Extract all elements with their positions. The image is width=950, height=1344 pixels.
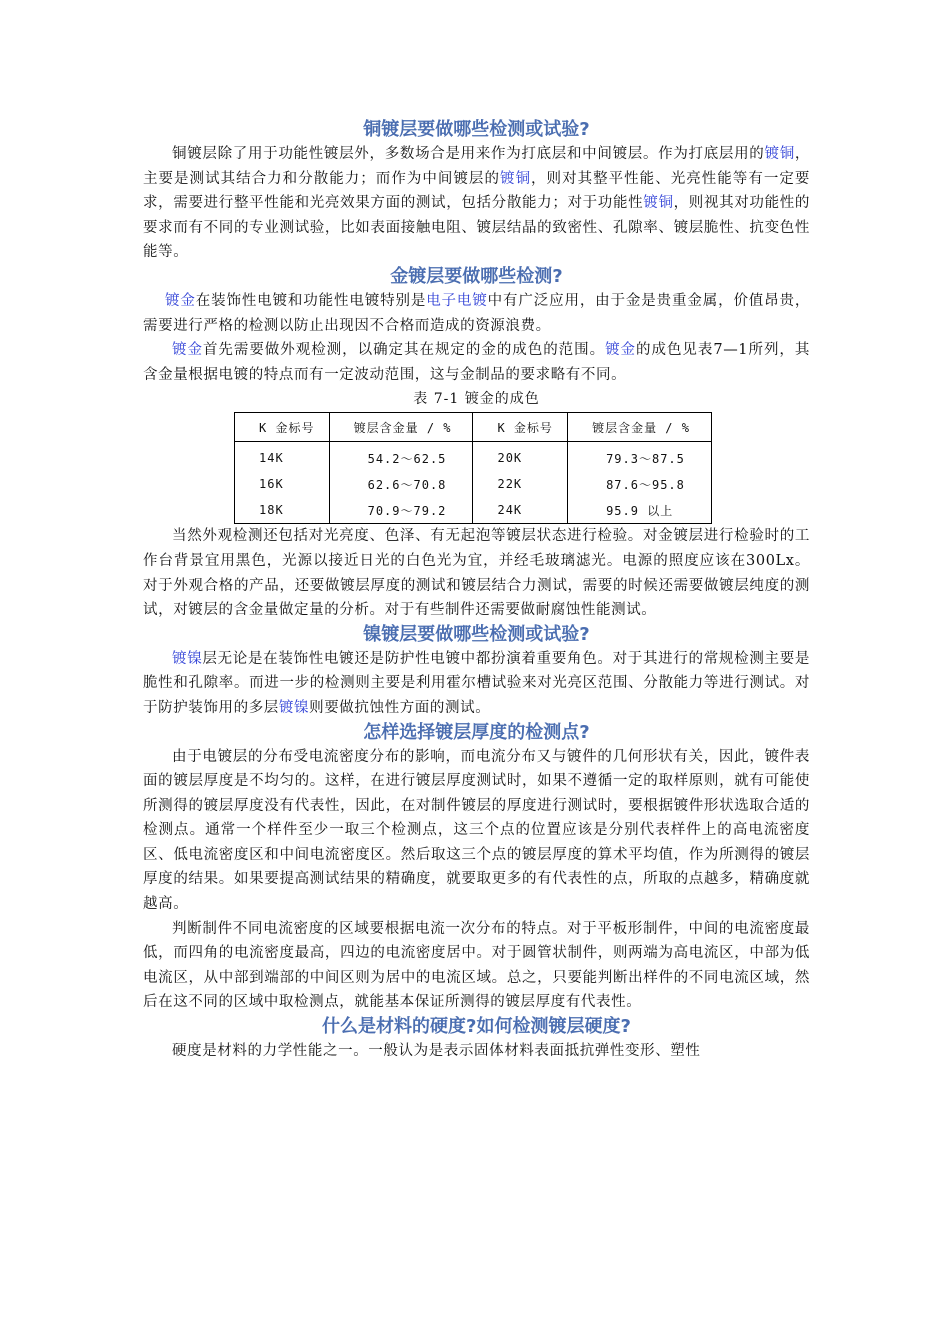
text-run: 的成色见表7—1所列，其含金量根据电镀的特点而有一定波动范围，这与金制品的要求略有不同。 [143,342,810,383]
heading-hardness: 什么是材料的硬度?如何检测镀层硬度? [322,1016,631,1038]
text-run: 则要做抗蚀性方面的测试。 [309,699,491,716]
link-gold-plating[interactable]: 镀金 [605,342,637,359]
paragraph-copper [143,142,810,265]
link-gold-plating[interactable]: 镀金 [165,292,196,309]
link-electronic-plating[interactable]: 电子电镀 [426,292,488,309]
table-cell: 54.2～62.5 [329,442,473,472]
link-copper-plating[interactable]: 镀铜 [764,146,795,162]
heading-thickness: 怎样选择镀层厚度的检测点? [363,721,590,743]
table-header-row [235,413,712,442]
table-row [235,442,712,472]
text-run: 在装饰性电镀和功能性电镀特别是 [195,292,427,309]
text-run: ，则视其对功能性的要求而有不同的专业测试验，比如表面接触电阻、镀层结晶的致密性、孔隙率、镀层脆性、抗变色性能等。 [143,195,811,261]
link-copper-plating[interactable]: 镀铜 [499,170,532,187]
table-cell: 79.3～87.5 [568,442,712,472]
table-cell: 22K [473,471,568,497]
table-cell: 70.9～79.2 [329,497,473,524]
document-page [143,118,810,1064]
table-cell: 95.9 以上 [568,497,712,524]
heading-nickel: 镍镀层要做哪些检测或试验? [363,623,590,645]
heading-copper: 铜镀层要做哪些检测或试验? [363,119,590,140]
paragraph-gold-3: 当然外观检测还包括对光亮度、色泽、有无起泡等镀层状态进行检验。对金镀层进行检验时的工作台背景宜用黑色，光源以接近日光的白色光为宜，并经毛玻璃滤光。电源的照度应该在300Lx。对于外观合格的产品，还要做镀层厚度的测试和镀层结合力测试，需要的时候还需要做镀层纯度的测试，对镀层的含金量做定量的分析。对于有些制件还需要做耐腐蚀性能测试。 [143,528,810,619]
link-nickel-plating[interactable]: 镀镍 [172,650,203,667]
gold-fineness-table [234,412,712,524]
paragraph-nickel [143,647,810,721]
paragraph-hardness: 硬度是材料的力学性能之一。一般认为是表示固体材料表面抵抗弹性变形、塑性 [172,1043,701,1060]
table-caption: 表 7-1 镀金的成色 [413,391,540,408]
paragraph-thickness-2: 判断制件不同电流密度的区域要根据电流一次分布的特点。对于平板形制件，中间的电流密度最低，而四角的电流密度最高，四边的电流密度居中。对于圆管状制件，则两端为高电流区，中部为低电流区，从中部到端部的中间区则为居中的电流区域。总之，只要能判断出样件的不同电流区域，然后在这不同的区域中取检测点，就能基本保证所测得的镀层厚度有代表性。 [143,920,810,1011]
table-cell: 18K [235,497,330,524]
text-run: 层无论是在装饰性电镀还是防护性电镀中都扮演着重要角色。对于其进行的常规检测主要是脆性和孔隙率。而进一步的检测则主要是利用霍尔槽试验来对光亮区范围、分散能力等进行测试。对于防护装饰用的多层 [143,650,810,716]
text-run: 铜镀层除了用于功能性镀层外，多数场合是用来作为打底层和中间镀层。作为打底层用的 [172,146,765,162]
link-gold-plating[interactable]: 镀金 [172,342,203,359]
text-run: 首先需要做外观检测，以确定其在规定的金的成色的范围。 [202,342,606,359]
text-run: ，则对其整平性能、光亮性能等有一定要求，需要进行整平性能和光亮效果方面的测试，包括分散能力；对于功能性 [143,170,810,212]
table-cell: 62.6～70.8 [329,471,473,497]
column-header: K 金标号 [473,413,568,442]
column-header: 镀层含金量 / % [329,413,473,442]
paragraph-gold-1 [143,289,810,338]
table-row [235,471,712,497]
table-cell: 24K [473,497,568,524]
heading-gold: 金镀层要做哪些检测? [390,265,563,287]
link-copper-plating[interactable]: 镀铜 [643,195,674,212]
text-run: 中有广泛应用，由于金是贵重金属，价值昂贵，需要进行严格的检测以防止出现因不合格而造成的资源浪费。 [143,292,810,334]
table-row [235,497,712,524]
column-header: K 金标号 [235,413,330,442]
table-cell: 20K [473,442,568,472]
paragraph-gold-2 [143,338,810,387]
column-header: 镀层含金量 / % [568,413,712,442]
text-run: ，主要是测试其结合力和分散能力；而作为中间镀层的 [143,146,810,187]
table-cell: 14K [235,442,330,472]
table-cell: 87.6～95.8 [568,471,712,497]
link-nickel-plating[interactable]: 镀镍 [278,699,310,716]
paragraph-thickness-1: 由于电镀层的分布受电流密度分布的影响，而电流分布又与镀件的几何形状有关，因此，镀件表面的镀层厚度是不均匀的。这样，在进行镀层厚度测试时，如果不遵循一定的取样原则，就有可能使所测得的镀层厚度没有代表性，因此，在对制件镀层的厚度进行测试时，要根据镀件形状选取合适的检测点。通常一个样件至少一取三个检测点，这三个点的位置应该是分别代表样件上的高电流密度区、低电流密度区和中间电流密度区。然后取这三个点的镀层厚度的算术平均值，作为所测得的镀层厚度的结果。如果要提高测试结果的精确度，就要取更多的有代表性的点，所取的点越多，精确度就越高。 [143,748,810,913]
table-cell: 16K [235,471,330,497]
